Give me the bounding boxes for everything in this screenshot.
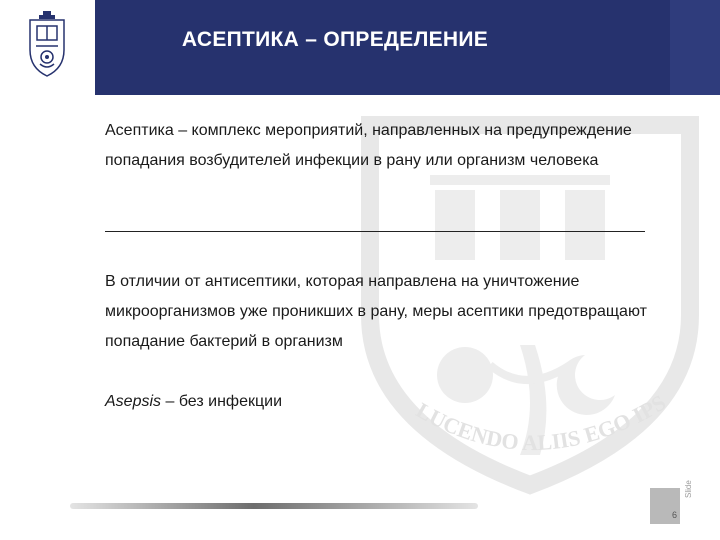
definition-paragraph [105, 116, 653, 176]
etymology-text: – без инфекции [161, 393, 283, 410]
etymology-paragraph [105, 387, 653, 417]
divider [105, 231, 645, 232]
header-accent [670, 0, 720, 95]
page-number: 6 [672, 510, 678, 520]
crest-icon [0, 0, 95, 95]
university-logo [0, 0, 95, 95]
definition-text: – комплекс мероприятий, направленных на предупреждение попадания возбудителей инфекции в рану или организм человека [105, 122, 632, 169]
watermark-motto: LUCENDO ALIIS EGO IPS [412, 389, 671, 456]
definition-term: Асептика [105, 122, 174, 139]
side-label: Slide [684, 480, 693, 498]
antiseptic-comparison-paragraph: В отличии от антисептики, которая направлена на уничтожение микроорганизмов уже проникших в рану, меры асептики предотвращают попадание бактерий в организм [105, 273, 647, 350]
page-title: АСЕПТИКА – ОПРЕДЕЛЕНИЕ [181, 28, 489, 51]
footer-rule [70, 503, 478, 509]
etymology-term: Asepsis [105, 393, 162, 410]
